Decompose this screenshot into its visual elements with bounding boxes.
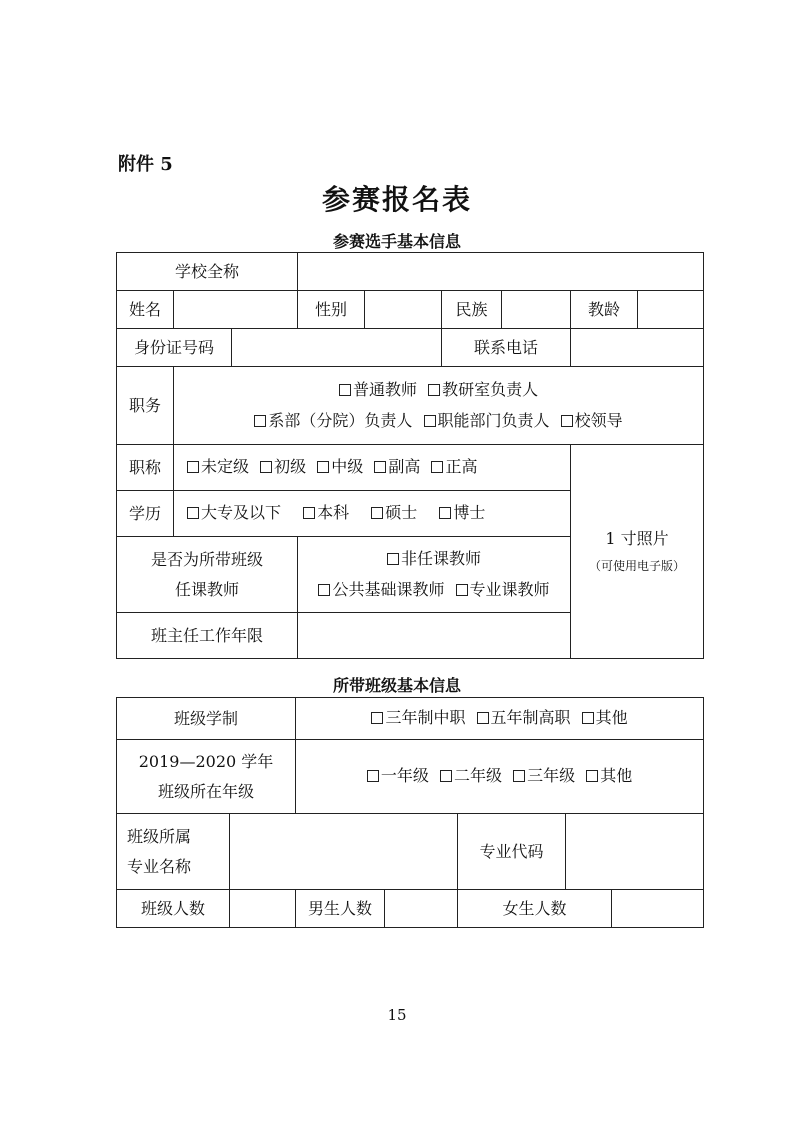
name-label: 姓名 <box>117 291 174 329</box>
female-count-input[interactable] <box>612 890 704 928</box>
checkbox-icon <box>513 770 525 782</box>
page-title: 参赛报名表 <box>321 183 472 216</box>
title-rank-options <box>174 445 571 491</box>
checkbox-icon <box>582 712 594 724</box>
checkbox-icon <box>477 712 489 724</box>
ethnicity-label: 民族 <box>442 291 502 329</box>
checkbox-icon <box>367 770 379 782</box>
system-option-other[interactable]: 其他 <box>582 708 628 728</box>
grade-option-other[interactable]: 其他 <box>586 766 632 786</box>
checkbox-icon <box>424 415 436 427</box>
position-label: 职务 <box>117 367 174 445</box>
checkbox-icon <box>586 770 598 782</box>
major-name-input[interactable] <box>230 814 458 890</box>
male-count-input[interactable] <box>385 890 458 928</box>
education-option-master[interactable]: 硕士 <box>371 503 417 523</box>
attachment-label: 附件 5 <box>118 154 173 175</box>
photo-box[interactable] <box>571 445 704 659</box>
title-option-associate-senior[interactable]: 副高 <box>374 457 420 477</box>
phone-input[interactable] <box>571 329 704 367</box>
education-option-doctor[interactable]: 博士 <box>439 503 485 523</box>
checkbox-icon <box>260 461 272 473</box>
education-option-bachelor[interactable]: 本科 <box>303 503 349 523</box>
class-teacher-options <box>298 537 571 613</box>
education-options <box>174 491 571 537</box>
id-number-input[interactable] <box>232 329 442 367</box>
gender-input[interactable] <box>365 291 442 329</box>
checkbox-icon <box>561 415 573 427</box>
grade-option-first[interactable]: 一年级 <box>367 766 429 786</box>
name-input[interactable] <box>174 291 298 329</box>
grade-option-third[interactable]: 三年级 <box>513 766 575 786</box>
grade-option-second[interactable]: 二年级 <box>440 766 502 786</box>
system-option-three-year[interactable]: 三年制中职 <box>371 708 465 728</box>
checkbox-icon <box>371 712 383 724</box>
homeroom-years-label: 班主任工作年限 <box>117 613 298 659</box>
checkbox-icon <box>431 461 443 473</box>
checkbox-icon <box>456 584 468 596</box>
checkbox-icon <box>317 461 329 473</box>
photo-note: （可使用电子版） <box>589 559 686 573</box>
teaching-years-input[interactable] <box>638 291 704 329</box>
title-rank-label: 职称 <box>117 445 174 491</box>
homeroom-years-input[interactable] <box>298 613 571 659</box>
grade-options <box>296 740 704 814</box>
photo-label: 1 寸照片 <box>605 529 669 548</box>
position-options <box>174 367 704 445</box>
checkbox-icon <box>187 507 199 519</box>
checkbox-icon <box>371 507 383 519</box>
education-option-college[interactable]: 大专及以下 <box>187 503 281 523</box>
position-option-general-teacher[interactable]: 普通教师 <box>339 380 417 400</box>
gender-label: 性别 <box>298 291 365 329</box>
checkbox-icon <box>303 507 315 519</box>
major-code-input[interactable] <box>566 814 704 890</box>
title-option-senior[interactable]: 正高 <box>431 457 477 477</box>
teacher-option-non-teaching[interactable]: 非任课教师 <box>387 549 481 569</box>
position-option-function-head[interactable]: 职能部门负责人 <box>424 411 550 431</box>
checkbox-icon <box>387 553 399 565</box>
class-system-label: 班级学制 <box>117 698 296 740</box>
system-option-five-year[interactable]: 五年制高职 <box>477 708 571 728</box>
section-heading-contestant: 参赛选手基本信息 <box>332 232 461 251</box>
class-teacher-label: 是否为所带班级 任课教师 <box>117 537 298 613</box>
male-count-label: 男生人数 <box>296 890 385 928</box>
position-option-school-leader[interactable]: 校领导 <box>561 411 623 431</box>
teaching-years-label: 教龄 <box>571 291 638 329</box>
checkbox-icon <box>339 384 351 396</box>
checkbox-icon <box>374 461 386 473</box>
section-heading-class: 所带班级基本信息 <box>332 676 461 695</box>
teacher-option-general-course[interactable]: 公共基础课教师 <box>318 580 444 600</box>
checkbox-icon <box>187 461 199 473</box>
checkbox-icon <box>254 415 266 427</box>
position-option-research-head[interactable]: 教研室负责人 <box>428 380 538 400</box>
class-system-options <box>296 698 704 740</box>
id-number-label: 身份证号码 <box>117 329 232 367</box>
contestant-info-table <box>116 252 704 659</box>
checkbox-icon <box>318 584 330 596</box>
checkbox-icon <box>439 507 451 519</box>
school-label: 学校全称 <box>117 253 298 291</box>
major-code-label: 专业代码 <box>458 814 566 890</box>
title-option-junior[interactable]: 初级 <box>260 457 306 477</box>
class-size-label: 班级人数 <box>117 890 230 928</box>
grade-label: 2019—2020 学年 班级所在年级 <box>117 740 296 814</box>
female-count-label: 女生人数 <box>458 890 612 928</box>
phone-label: 联系电话 <box>442 329 571 367</box>
teacher-option-major-course[interactable]: 专业课教师 <box>456 580 550 600</box>
title-option-unrated[interactable]: 未定级 <box>187 457 249 477</box>
position-option-dept-head[interactable]: 系部（分院）负责人 <box>254 411 412 431</box>
page-number: 15 <box>387 1006 407 1024</box>
checkbox-icon <box>428 384 440 396</box>
class-size-input[interactable] <box>230 890 296 928</box>
education-label: 学历 <box>117 491 174 537</box>
major-name-label: 班级所属 专业名称 <box>117 814 230 890</box>
class-info-table <box>116 697 704 928</box>
title-option-intermediate[interactable]: 中级 <box>317 457 363 477</box>
ethnicity-input[interactable] <box>502 291 571 329</box>
checkbox-icon <box>440 770 452 782</box>
school-input[interactable] <box>298 253 704 291</box>
